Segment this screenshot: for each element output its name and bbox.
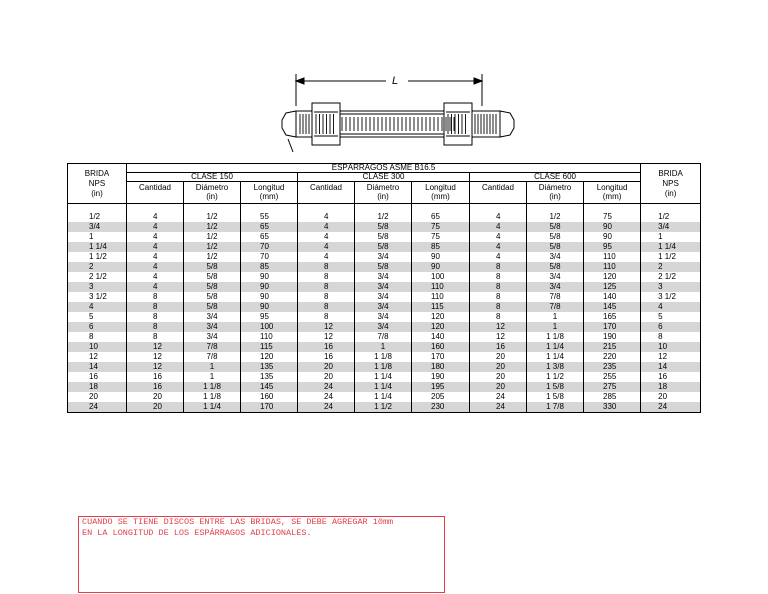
cell-len-300: 90 — [412, 252, 470, 262]
cell-len-150: 135 — [241, 372, 298, 382]
cell-dia-300: 1 — [355, 342, 412, 352]
cell-nps: 16 — [641, 372, 701, 382]
cell-len-600: 120 — [584, 272, 641, 282]
cell-qty-600: 4 — [470, 242, 527, 252]
table-row — [68, 232, 701, 242]
cell-qty-150: 4 — [127, 272, 184, 282]
cell-len-150: 145 — [241, 382, 298, 392]
cell-dia-600: 1 — [527, 312, 584, 322]
cell-len-300: 90 — [412, 262, 470, 272]
cell-dia-150: 5/8 — [184, 302, 241, 312]
cell-dia-600: 1 — [527, 322, 584, 332]
cell-qty-150: 4 — [127, 242, 184, 252]
cell-nps: 24 — [641, 402, 701, 413]
cell-dia-150: 1 1/8 — [184, 392, 241, 402]
cell-dia-300: 3/4 — [355, 272, 412, 282]
cell-len-300: 230 — [412, 402, 470, 413]
cell-nps: 20 — [68, 392, 127, 402]
cell-qty-600: 4 — [470, 212, 527, 222]
cell-dia-150: 1 — [184, 362, 241, 372]
table-row — [68, 342, 701, 352]
cell-nps: 3 — [68, 282, 127, 292]
cell-len-300: 195 — [412, 382, 470, 392]
cell-qty-150: 16 — [127, 382, 184, 392]
cell-len-300: 110 — [412, 282, 470, 292]
cell-qty-600: 12 — [470, 332, 527, 342]
note-box — [78, 516, 445, 593]
cell-len-150: 65 — [241, 222, 298, 232]
cell-dia-300: 1 1/4 — [355, 372, 412, 382]
cell-qty-300: 8 — [298, 272, 355, 282]
cell-qty-300: 8 — [298, 282, 355, 292]
cell-dia-300: 3/4 — [355, 322, 412, 332]
cell-qty-150: 8 — [127, 322, 184, 332]
cell-qty-300: 4 — [298, 222, 355, 232]
cell-dia-150: 1 1/8 — [184, 382, 241, 392]
table-body — [68, 204, 701, 413]
cell-len-600: 110 — [584, 262, 641, 272]
cell-len-600: 275 — [584, 382, 641, 392]
cell-len-600: 330 — [584, 402, 641, 413]
cell-dia-150: 1/2 — [184, 252, 241, 262]
table-row — [68, 392, 701, 402]
cell-qty-600: 20 — [470, 372, 527, 382]
cell-qty-150: 12 — [127, 342, 184, 352]
cell-len-150: 95 — [241, 312, 298, 322]
note-line: EN LA LONGITUD DE LOS ESPÁRRAGOS ADICIONALES. — [82, 528, 312, 538]
cell-dia-150: 1 — [184, 372, 241, 382]
nps-header-left: BRIDA NPS (in) — [68, 164, 127, 204]
cell-len-150: 70 — [241, 252, 298, 262]
cell-len-300: 205 — [412, 392, 470, 402]
cell-len-300: 160 — [412, 342, 470, 352]
cell-dia-300: 3/4 — [355, 292, 412, 302]
cell-len-150: 115 — [241, 342, 298, 352]
cell-nps: 6 — [641, 322, 701, 332]
class-150-header: CLASE 150 — [127, 173, 298, 182]
cell-qty-150: 4 — [127, 262, 184, 272]
cell-qty-300: 24 — [298, 402, 355, 413]
cell-dia-300: 7/8 — [355, 332, 412, 342]
cell-qty-300: 20 — [298, 372, 355, 382]
cell-nps: 1 1/4 — [68, 242, 127, 252]
len-header: Longitud (mm) — [584, 182, 641, 204]
cell-qty-600: 12 — [470, 322, 527, 332]
table-row — [68, 332, 701, 342]
cell-len-300: 100 — [412, 272, 470, 282]
cell-nps: 1 1/4 — [641, 242, 701, 252]
cell-qty-150: 4 — [127, 282, 184, 292]
table-row — [68, 302, 701, 312]
cell-qty-150: 4 — [127, 232, 184, 242]
cell-dia-300: 1 1/8 — [355, 362, 412, 372]
cell-dia-600: 7/8 — [527, 302, 584, 312]
cell-nps: 1/2 — [641, 212, 701, 222]
cell-dia-150: 7/8 — [184, 352, 241, 362]
cell-dia-600: 5/8 — [527, 232, 584, 242]
cell-qty-600: 24 — [470, 392, 527, 402]
cell-qty-300: 8 — [298, 262, 355, 272]
cell-nps: 18 — [68, 382, 127, 392]
cell-dia-600: 3/4 — [527, 272, 584, 282]
cell-dia-150: 5/8 — [184, 262, 241, 272]
cell-len-300: 170 — [412, 352, 470, 362]
cell-qty-600: 16 — [470, 342, 527, 352]
cell-len-600: 125 — [584, 282, 641, 292]
cell-dia-150: 3/4 — [184, 332, 241, 342]
table-row — [68, 402, 701, 413]
cell-qty-600: 20 — [470, 382, 527, 392]
cell-qty-150: 4 — [127, 212, 184, 222]
cell-dia-150: 5/8 — [184, 292, 241, 302]
cell-len-300: 75 — [412, 232, 470, 242]
cell-qty-150: 20 — [127, 392, 184, 402]
cell-nps: 5 — [641, 312, 701, 322]
cell-nps: 2 1/2 — [68, 272, 127, 282]
cell-len-150: 90 — [241, 302, 298, 312]
cell-dia-600: 3/4 — [527, 252, 584, 262]
cell-qty-300: 4 — [298, 232, 355, 242]
cell-qty-300: 24 — [298, 392, 355, 402]
cell-qty-600: 4 — [470, 232, 527, 242]
cell-nps: 1 — [68, 232, 127, 242]
cell-len-150: 90 — [241, 292, 298, 302]
cell-dia-150: 7/8 — [184, 342, 241, 352]
cell-len-300: 180 — [412, 362, 470, 372]
cell-dia-300: 3/4 — [355, 282, 412, 292]
cell-qty-600: 20 — [470, 362, 527, 372]
cell-qty-300: 4 — [298, 242, 355, 252]
cell-len-150: 110 — [241, 332, 298, 342]
cell-qty-300: 20 — [298, 362, 355, 372]
cell-nps: 4 — [68, 302, 127, 312]
note-line: CUANDO SE TIENE DISCOS ENTRE LAS BRIDAS, SE DEBE AGREGAR 10mm — [82, 517, 394, 527]
cell-qty-150: 4 — [127, 222, 184, 232]
cell-qty-300: 8 — [298, 312, 355, 322]
qty-header: Cantidad — [470, 182, 527, 204]
cell-qty-300: 4 — [298, 252, 355, 262]
cell-len-600: 90 — [584, 232, 641, 242]
cell-dia-300: 5/8 — [355, 232, 412, 242]
cell-qty-600: 8 — [470, 312, 527, 322]
cell-len-300: 140 — [412, 332, 470, 342]
cell-dia-600: 5/8 — [527, 262, 584, 272]
cell-len-300: 120 — [412, 312, 470, 322]
cell-qty-300: 12 — [298, 332, 355, 342]
cell-qty-300: 8 — [298, 302, 355, 312]
table-row — [68, 272, 701, 282]
cell-dia-600: 1 5/8 — [527, 392, 584, 402]
cell-nps: 1/2 — [68, 212, 127, 222]
cell-nps: 4 — [641, 302, 701, 312]
table-row — [68, 212, 701, 222]
cell-qty-300: 16 — [298, 342, 355, 352]
cell-len-600: 75 — [584, 212, 641, 222]
cell-nps: 14 — [68, 362, 127, 372]
cell-nps: 1 1/2 — [641, 252, 701, 262]
cell-nps: 8 — [641, 332, 701, 342]
cell-nps: 3/4 — [641, 222, 701, 232]
cell-dia-150: 3/4 — [184, 312, 241, 322]
cell-dia-600: 1 1/4 — [527, 342, 584, 352]
cell-dia-300: 1 1/8 — [355, 352, 412, 362]
cell-len-600: 235 — [584, 362, 641, 372]
cell-nps: 12 — [641, 352, 701, 362]
cell-qty-600: 24 — [470, 402, 527, 413]
cell-dia-600: 1 1/8 — [527, 332, 584, 342]
table-row — [68, 312, 701, 322]
cell-nps: 6 — [68, 322, 127, 332]
cell-dia-300: 1/2 — [355, 212, 412, 222]
cell-len-150: 85 — [241, 262, 298, 272]
table-row — [68, 362, 701, 372]
cell-len-600: 140 — [584, 292, 641, 302]
cell-len-150: 120 — [241, 352, 298, 362]
table-row — [68, 372, 701, 382]
cell-qty-600: 8 — [470, 282, 527, 292]
cell-qty-150: 12 — [127, 352, 184, 362]
cell-dia-150: 1 1/4 — [184, 402, 241, 413]
cell-nps: 8 — [68, 332, 127, 342]
cell-nps: 3 1/2 — [641, 292, 701, 302]
cell-len-150: 100 — [241, 322, 298, 332]
cell-len-150: 170 — [241, 402, 298, 413]
cell-dia-150: 1/2 — [184, 212, 241, 222]
dia-header: Diámetro (in) — [527, 182, 584, 204]
class-600-header: CLASE 600 — [470, 173, 641, 182]
table-row — [68, 352, 701, 362]
cell-len-300: 110 — [412, 292, 470, 302]
cell-dia-600: 1 1/2 — [527, 372, 584, 382]
cell-qty-300: 16 — [298, 352, 355, 362]
cell-len-600: 95 — [584, 242, 641, 252]
cell-len-600: 190 — [584, 332, 641, 342]
cell-nps: 5 — [68, 312, 127, 322]
cell-qty-600: 4 — [470, 222, 527, 232]
cell-len-150: 90 — [241, 282, 298, 292]
cell-dia-600: 5/8 — [527, 242, 584, 252]
cell-nps: 2 — [641, 262, 701, 272]
cell-qty-300: 24 — [298, 382, 355, 392]
cell-len-600: 145 — [584, 302, 641, 312]
table-row — [68, 382, 701, 392]
table-row — [68, 262, 701, 272]
cell-dia-300: 5/8 — [355, 222, 412, 232]
cell-dia-600: 1 5/8 — [527, 382, 584, 392]
cell-dia-150: 1/2 — [184, 242, 241, 252]
cell-nps: 10 — [641, 342, 701, 352]
class-300-header: CLASE 300 — [298, 173, 470, 182]
cell-len-600: 170 — [584, 322, 641, 332]
cell-qty-300: 8 — [298, 292, 355, 302]
cell-len-150: 65 — [241, 232, 298, 242]
cell-nps: 20 — [641, 392, 701, 402]
cell-len-600: 255 — [584, 372, 641, 382]
cell-dia-600: 1 7/8 — [527, 402, 584, 413]
cell-len-300: 115 — [412, 302, 470, 312]
cell-dia-150: 5/8 — [184, 272, 241, 282]
cell-dia-300: 1 1/2 — [355, 402, 412, 413]
cell-qty-150: 8 — [127, 292, 184, 302]
cell-dia-600: 7/8 — [527, 292, 584, 302]
qty-header: Cantidad — [298, 182, 355, 204]
cell-len-150: 70 — [241, 242, 298, 252]
cell-nps: 2 — [68, 262, 127, 272]
cell-dia-600: 3/4 — [527, 282, 584, 292]
cell-dia-300: 5/8 — [355, 262, 412, 272]
table-row — [68, 322, 701, 332]
cell-dia-300: 3/4 — [355, 302, 412, 312]
cell-dia-300: 1 1/4 — [355, 382, 412, 392]
cell-dia-600: 5/8 — [527, 222, 584, 232]
cell-nps: 12 — [68, 352, 127, 362]
table-row — [68, 292, 701, 302]
cell-qty-150: 12 — [127, 362, 184, 372]
stud-bolt-spec-table — [67, 163, 701, 413]
cell-dia-300: 1 1/4 — [355, 392, 412, 402]
cell-dia-600: 1 3/8 — [527, 362, 584, 372]
cell-len-300: 120 — [412, 322, 470, 332]
cell-qty-600: 8 — [470, 302, 527, 312]
cell-qty-600: 8 — [470, 292, 527, 302]
dia-header: Diámetro (in) — [355, 182, 412, 204]
table-row — [68, 252, 701, 262]
cell-nps: 16 — [68, 372, 127, 382]
dia-header: Diámetro (in) — [184, 182, 241, 204]
cell-nps: 14 — [641, 362, 701, 372]
cell-len-600: 215 — [584, 342, 641, 352]
table-row — [68, 282, 701, 292]
cell-dia-150: 1/2 — [184, 222, 241, 232]
cell-len-300: 65 — [412, 212, 470, 222]
cell-len-150: 160 — [241, 392, 298, 402]
qty-header: Cantidad — [127, 182, 184, 204]
cell-dia-300: 3/4 — [355, 312, 412, 322]
table-row — [68, 242, 701, 252]
nps-header-right: BRIDA NPS (in) — [641, 164, 701, 204]
cell-len-300: 75 — [412, 222, 470, 232]
len-header: Longitud (mm) — [412, 182, 470, 204]
stud-bolt-diagram — [278, 70, 518, 156]
dimension-label: L — [391, 75, 399, 87]
cell-nps: 1 — [641, 232, 701, 242]
cell-nps: 3 1/2 — [68, 292, 127, 302]
cell-len-600: 285 — [584, 392, 641, 402]
cell-qty-600: 8 — [470, 262, 527, 272]
cell-dia-300: 5/8 — [355, 242, 412, 252]
cell-len-600: 90 — [584, 222, 641, 232]
spacer-row — [68, 204, 701, 213]
cell-qty-150: 8 — [127, 332, 184, 342]
cell-qty-150: 8 — [127, 312, 184, 322]
cell-len-150: 90 — [241, 272, 298, 282]
table-title: ESPÁRRAGOS ASME B16.5 — [127, 164, 641, 173]
cell-dia-600: 1 1/4 — [527, 352, 584, 362]
cell-len-300: 85 — [412, 242, 470, 252]
cell-nps: 24 — [68, 402, 127, 413]
cell-qty-600: 20 — [470, 352, 527, 362]
cell-qty-150: 16 — [127, 372, 184, 382]
cell-qty-300: 4 — [298, 212, 355, 222]
cell-qty-150: 4 — [127, 252, 184, 262]
cell-len-600: 110 — [584, 252, 641, 262]
cell-len-600: 165 — [584, 312, 641, 322]
cell-qty-150: 8 — [127, 302, 184, 312]
cell-dia-150: 3/4 — [184, 322, 241, 332]
cell-nps: 10 — [68, 342, 127, 352]
cell-len-300: 190 — [412, 372, 470, 382]
cell-len-150: 135 — [241, 362, 298, 372]
cell-dia-150: 5/8 — [184, 282, 241, 292]
cell-qty-600: 4 — [470, 252, 527, 262]
cell-dia-150: 1/2 — [184, 232, 241, 242]
cell-nps: 1 1/2 — [68, 252, 127, 262]
cell-len-150: 55 — [241, 212, 298, 222]
cell-nps: 3/4 — [68, 222, 127, 232]
cell-qty-600: 8 — [470, 272, 527, 282]
cell-qty-300: 12 — [298, 322, 355, 332]
cell-qty-150: 20 — [127, 402, 184, 413]
cell-dia-600: 1/2 — [527, 212, 584, 222]
cell-len-600: 220 — [584, 352, 641, 362]
cell-nps: 3 — [641, 282, 701, 292]
len-header: Longitud (mm) — [241, 182, 298, 204]
table-row — [68, 222, 701, 232]
cell-nps: 2 1/2 — [641, 272, 701, 282]
cell-nps: 18 — [641, 382, 701, 392]
cell-dia-300: 3/4 — [355, 252, 412, 262]
